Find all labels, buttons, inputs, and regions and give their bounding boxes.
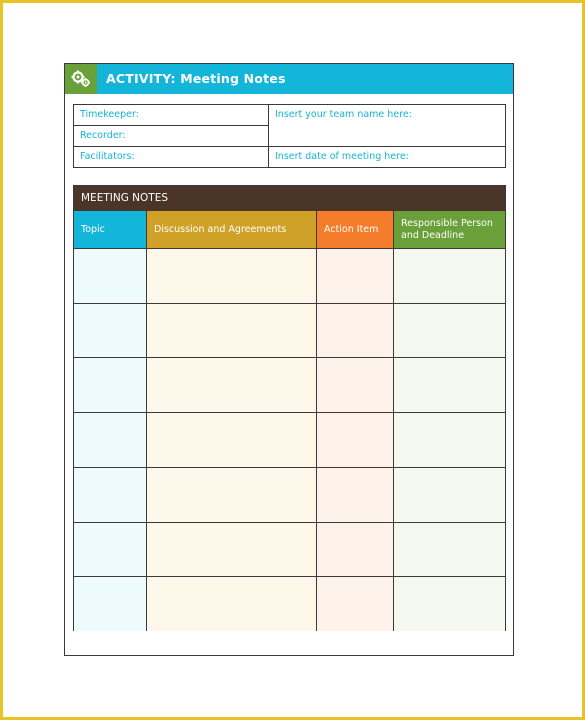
column-body-topic[interactable] — [74, 248, 147, 631]
meeting-notes-header — [74, 186, 505, 211]
column-header-discussion — [147, 211, 317, 248]
table-row-divider — [74, 248, 505, 249]
header-bar — [65, 64, 513, 94]
table-row-divider — [74, 412, 505, 413]
column-body-action-item[interactable] — [317, 248, 394, 631]
logo-box — [65, 64, 97, 94]
table-row-divider — [74, 303, 505, 304]
table-row-divider — [74, 357, 505, 358]
meeting-notes-table — [73, 185, 506, 631]
timekeeper-label: Timekeeper: — [80, 109, 139, 120]
meeting-date-field[interactable] — [269, 147, 505, 167]
meeting-notes-title: MEETING NOTES — [81, 192, 168, 204]
table-row-divider — [74, 522, 505, 523]
meeting-date-label: Insert date of meeting here: — [275, 151, 409, 162]
facilitators-label: Facilitators: — [80, 151, 135, 162]
gears-icon — [70, 69, 92, 89]
column-body-discussion[interactable] — [147, 248, 317, 631]
timekeeper-field[interactable] — [74, 105, 269, 126]
column-header-label: Topic — [81, 223, 105, 235]
page-title: ACTIVITY: Meeting Notes — [106, 71, 286, 86]
column-header-label: Action Item — [324, 223, 379, 235]
meeting-info-table — [73, 104, 506, 168]
table-row-divider — [74, 467, 505, 468]
column-header-topic — [74, 211, 147, 248]
column-header-responsible — [394, 211, 505, 248]
column-header-label: Discussion and Agreements — [154, 223, 287, 235]
team-name-field[interactable] — [269, 105, 505, 147]
column-body-responsible[interactable] — [394, 248, 505, 631]
recorder-field[interactable] — [74, 126, 269, 147]
column-header-label: Responsible Person and Deadline — [401, 217, 493, 241]
team-name-label: Insert your team name here: — [275, 109, 412, 120]
table-row-divider — [74, 576, 505, 577]
recorder-label: Recorder: — [80, 130, 126, 141]
worksheet-page — [64, 63, 514, 656]
column-header-action-item — [317, 211, 394, 248]
facilitators-field[interactable] — [74, 147, 269, 167]
